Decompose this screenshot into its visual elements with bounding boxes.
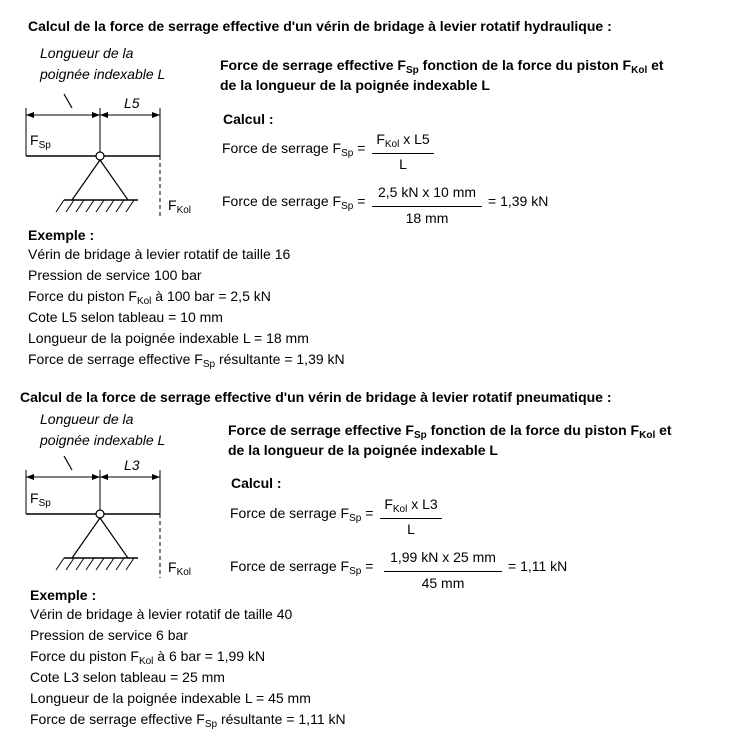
fraction-bar <box>372 153 434 154</box>
calc-label: Calcul : <box>231 475 282 491</box>
fraction-bar <box>372 206 482 207</box>
formula2-lhs: Force de serrage $F_{Sp}$ = <box>230 558 374 577</box>
formula-lhs: Force de serrage $F_{Sp}$ = <box>222 140 366 159</box>
example-line: Force de serrage effective $F_{Sp}$ résultante = 1,11 kN <box>30 711 346 730</box>
example-line: Cote L5 selon tableau = 10 mm <box>28 309 223 325</box>
example-line: Pression de service 6 bar <box>30 627 188 643</box>
example-line: Cote L3 selon tableau = 25 mm <box>30 669 225 685</box>
example-title: Exemple : <box>28 227 95 243</box>
formula2-lhs: Force de serrage $F_{Sp}$ = <box>222 193 366 212</box>
section-title: Calcul de la force de serrage effective d'un vérin de bridage à levier rotatif hydraulique : <box>28 18 612 34</box>
example-line: Force du piston $F_{Kol}$ à 6 bar = 1,99 kN <box>30 648 266 667</box>
formula-numerator: $F_{Kol}$ x L3 <box>384 496 438 515</box>
formula-numerator: $F_{Kol}$ x L5 <box>376 131 430 150</box>
formula2-numerator: 1,99 kN x 25 mm <box>390 549 496 565</box>
formula2-denominator: 45 mm <box>421 575 465 591</box>
handle-length-label-line1: Longueur de la <box>40 45 134 61</box>
formula-heading-line2: de la longueur de la poignée indexable L <box>228 442 498 458</box>
example-line: Vérin de bridage à levier rotatif de taille 16 <box>28 246 291 262</box>
formula-heading-line1: Force de serrage effective $F_{Sp}$ fonction de la force du piston $F_{Kol}$ et <box>228 422 672 441</box>
handle-length-label-line2: poignée indexable L <box>40 66 166 82</box>
dimension-label: L3 <box>124 457 140 473</box>
fraction-bar <box>380 518 442 519</box>
formula-denominator: L <box>399 156 407 172</box>
example-line: Longueur de la poignée indexable L = 45 mm <box>30 690 311 706</box>
formula-denominator: L <box>407 521 415 537</box>
formula-heading-line1: Force de serrage effective $F_{Sp}$ fonction de la force du piston $F_{Kol}$ et <box>220 57 664 76</box>
formula-lhs: Force de serrage $F_{Sp}$ = <box>230 505 374 524</box>
fkol-label: $F_{Kol}$ <box>168 559 192 578</box>
example-title: Exemple : <box>30 587 97 603</box>
handle-length-label-line1: Longueur de la <box>40 411 134 427</box>
formula2-denominator: 18 mm <box>405 210 449 226</box>
example-line: Pression de service 100 bar <box>28 267 202 283</box>
formula2-result: = 1,11 kN <box>508 558 568 574</box>
dimension-label: L5 <box>124 95 140 111</box>
example-line: Vérin de bridage à levier rotatif de taille 40 <box>30 606 293 622</box>
handle-length-label-line2: poignée indexable L <box>40 432 166 448</box>
fkol-label: $F_{Kol}$ <box>168 197 192 216</box>
fsp-label: $F_{Sp}$ <box>30 490 51 509</box>
example-line: Force de serrage effective $F_{Sp}$ résultante = 1,39 kN <box>28 351 345 370</box>
fraction-bar <box>384 571 502 572</box>
example-line: Force du piston $F_{Kol}$ à 100 bar = 2,5 kN <box>28 288 271 307</box>
formula2-result: = 1,39 kN <box>488 193 549 209</box>
example-line: Longueur de la poignée indexable L = 18 mm <box>28 330 309 346</box>
formula-heading-line2: de la longueur de la poignée indexable L <box>220 77 490 93</box>
formula2-numerator: 2,5 kN x 10 mm <box>377 184 477 200</box>
calc-label: Calcul : <box>223 111 274 127</box>
fsp-label: $F_{Sp}$ <box>30 132 51 151</box>
section-title: Calcul de la force de serrage effective d'un vérin de bridage à levier rotatif pneumatique : <box>20 389 612 405</box>
